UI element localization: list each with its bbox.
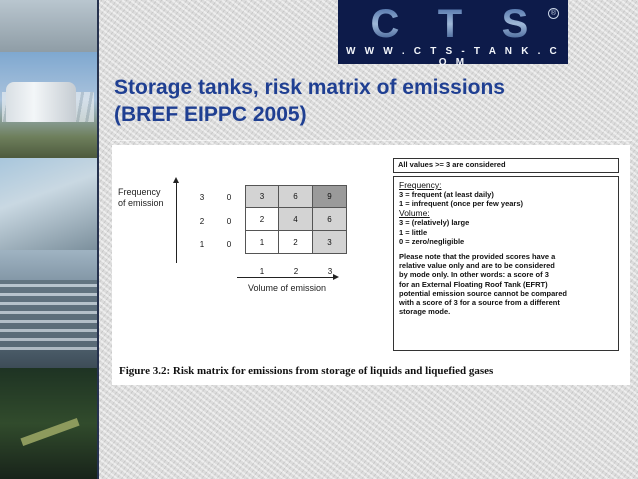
- frequency-line: 3 = frequent (at least daily): [399, 190, 494, 199]
- photo-tank-interior: [0, 368, 98, 479]
- volume-line: 3 = (relatively) large: [399, 218, 470, 228]
- volume-line: 1 = little: [399, 227, 428, 237]
- matrix-cell: 4: [279, 208, 313, 231]
- row-label: 3: [199, 193, 205, 202]
- matrix-cell: 1: [245, 231, 279, 254]
- sidebar-divider: [97, 0, 99, 479]
- matrix-cell: 3: [245, 185, 279, 208]
- registered-mark: ®: [548, 8, 559, 19]
- col-label: 1: [259, 267, 265, 276]
- matrix-cell: 3: [313, 231, 347, 254]
- figure-caption: Figure 3.2: Risk matrix for emissions from storage of liquids and liquefied gases: [119, 365, 494, 377]
- risk-matrix-figure: [112, 145, 630, 385]
- logo-letter-t: T: [421, 6, 479, 42]
- volume-heading: Volume:: [399, 208, 430, 219]
- note-line: with a score of 3 for a source from a different: [399, 298, 560, 308]
- x-axis-ticks: [245, 267, 347, 276]
- zero-volume-score: 0: [226, 217, 232, 226]
- row-label: 1: [199, 240, 205, 249]
- note-line: Please note that the provided scores have a: [399, 252, 556, 262]
- note-line: relative value only and are to be considered: [399, 261, 555, 271]
- zero-volume-score: 0: [226, 193, 232, 202]
- x-axis-label: Volume of emission: [248, 283, 327, 293]
- slide-title: [114, 74, 594, 128]
- volume-line: 0 = zero/negligible: [399, 236, 465, 246]
- note-line: storage mode.: [399, 307, 451, 317]
- logo-url: W W W . C T S - T A N K . C O M: [346, 46, 560, 68]
- title-divider: [112, 140, 632, 141]
- threshold-note: All values >= 3 are considered: [393, 158, 619, 173]
- photo-storage-tank: [0, 52, 98, 158]
- y-axis-arrow: [176, 181, 177, 263]
- note-line: potential emission source cannot be compared: [399, 288, 567, 298]
- frequency-line: 1 = infrequent (once per few years): [399, 199, 523, 209]
- slide-title-line2: (BREF EIPPC 2005): [114, 103, 307, 126]
- matrix-cell: 6: [313, 208, 347, 231]
- photo-sky: [0, 0, 98, 52]
- y-axis-label: Frequency of emission: [118, 187, 164, 208]
- matrix-cell: 9: [313, 185, 347, 208]
- matrix-cell: 2: [279, 231, 313, 254]
- note-line: for an External Floating Roof Tank (EFRT): [399, 279, 548, 289]
- zero-volume-score: 0: [226, 240, 232, 249]
- note-line: by mode only. In other words: a score of 3: [399, 270, 549, 280]
- matrix-cell: 2: [245, 208, 279, 231]
- x-axis-arrow: [237, 277, 335, 278]
- legend-notes: [393, 176, 619, 351]
- photo-sidebar: [0, 0, 98, 479]
- cts-logo: [338, 0, 568, 68]
- photo-tank-roof: [0, 158, 98, 250]
- logo-letter-s: S: [486, 6, 544, 42]
- col-label: 3: [327, 267, 333, 276]
- logo-letter-c: C: [356, 6, 414, 42]
- tank-shape: [6, 82, 76, 122]
- photo-floating-roof: [0, 250, 98, 368]
- col-label: 2: [293, 267, 299, 276]
- risk-matrix-grid: [245, 185, 347, 254]
- row-label: 2: [199, 217, 205, 226]
- frequency-heading: Frequency:: [399, 180, 442, 190]
- slide-title-line1: Storage tanks, risk matrix of emissions: [114, 76, 505, 99]
- matrix-cell: 6: [279, 185, 313, 208]
